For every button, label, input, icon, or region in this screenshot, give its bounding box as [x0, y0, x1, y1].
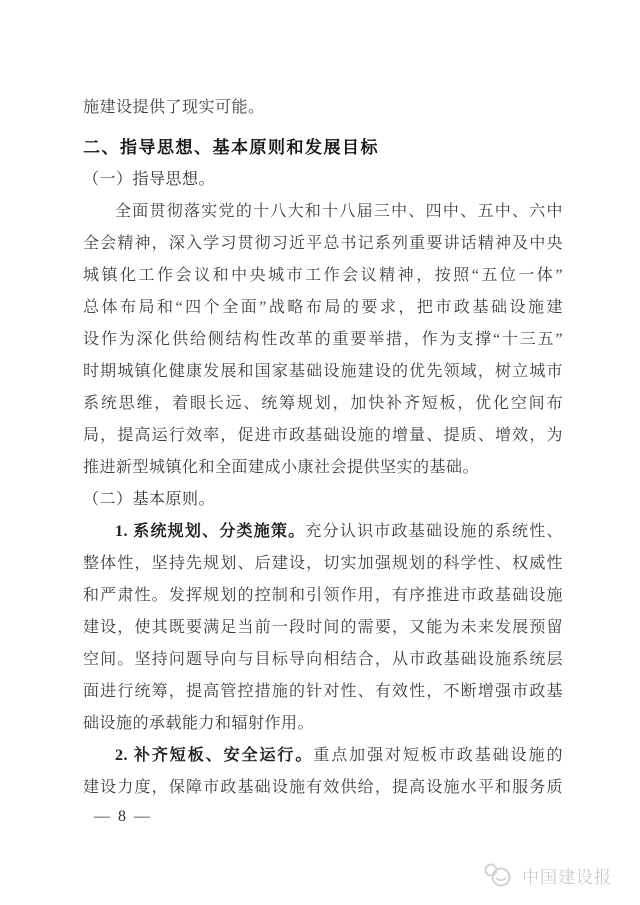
paragraph-line: 1. 系统规划、分类施策。充分认识市政基础设施的系统性、 — [115, 523, 563, 540]
paragraph-line: 整体性，坚持先规划、后建设，切实加强规划的科学性、权威性 — [83, 555, 563, 572]
paragraph-line: 局，提高运行效率，促进市政基础设施的增量、提质、增效，为 — [83, 427, 563, 444]
paragraph-lead: 1. 系统规划、分类施策。 — [115, 523, 306, 540]
watermark-text: 中国建设报 — [522, 867, 612, 887]
paragraph-line: 城镇化工作会议和中央城市工作会议精神，按照“五位一体” — [83, 267, 563, 284]
body-line: 施建设提供了现实可能。 — [83, 99, 265, 116]
paragraph-lead: 2. 补齐短板、安全运行。 — [115, 747, 314, 764]
paragraph-line: 建设，使其既要满足当前一段时间的需要，又能为未来发展预留 — [83, 619, 563, 636]
watermark — [482, 862, 612, 888]
document-body — [83, 92, 563, 804]
paragraph-line: 推进新型城镇化和全面建成小康社会提供坚实的基础。 — [83, 459, 480, 476]
paragraph-line: 和严肃性。发挥规划的控制和引领作用，有序推进市政基础设施 — [83, 587, 563, 604]
sub-heading: （二）基本原则。 — [83, 491, 216, 508]
section-heading: 二、指导思想、基本原则和发展目标 — [83, 138, 379, 157]
news-logo-icon — [482, 862, 516, 888]
paragraph-line: 全会精神，深入学习贯彻习近平总书记系列重要讲话精神及中央 — [83, 235, 563, 252]
sub-heading: （一）指导思想。 — [83, 171, 216, 188]
paragraph-line: 础设施的承载能力和辐射作用。 — [83, 715, 315, 732]
page-number: — 8 — — [94, 808, 152, 825]
paragraph-line: 系统思维，着眼长远、统筹规划，加快补齐短板，优化空间布 — [83, 395, 563, 412]
paragraph-line: 设作为深化供给侧结构性改革的重要举措，作为支撑“十三五” — [83, 331, 563, 348]
paragraph-line: 2. 补齐短板、安全运行。重点加强对短板市政基础设施的 — [115, 747, 563, 764]
paragraph-line: 建设力度，保障市政基础设施有效供给，提高设施水平和服务质 — [83, 779, 563, 796]
paragraph-line: 空间。坚持问题导向与目标导向相结合，从市政基础设施系统层 — [83, 651, 563, 668]
paragraph-line: 总体布局和“四个全面”战略布局的要求，把市政基础设施建 — [83, 299, 563, 316]
paragraph-line: 时期城镇化健康发展和国家基础设施建设的优先领域，树立城市 — [83, 363, 563, 380]
paragraph-line: 全面贯彻落实党的十八大和十八届三中、四中、五中、六中 — [115, 203, 563, 220]
paragraph-line: 面进行统筹，提高管控措施的针对性、有效性，不断增强市政基 — [83, 683, 563, 700]
